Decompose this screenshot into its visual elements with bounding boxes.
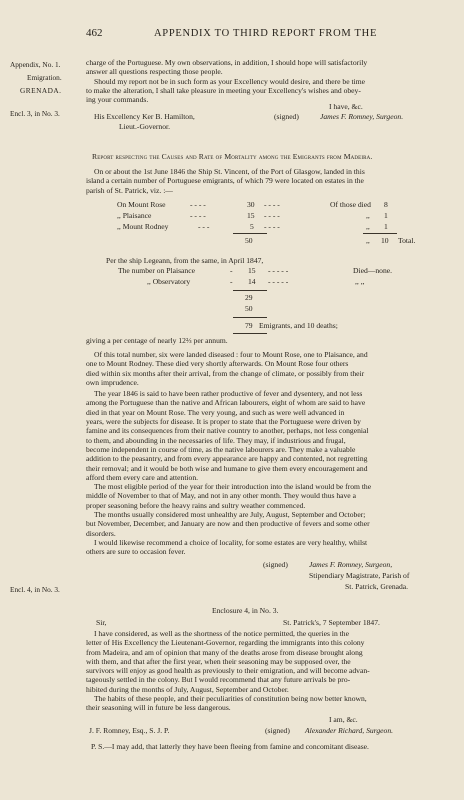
table1-died: 8 bbox=[384, 200, 388, 209]
table1-count: 5 bbox=[250, 222, 254, 231]
table1-dashes: - - - bbox=[198, 222, 210, 231]
page-number: 462 bbox=[86, 27, 103, 39]
letter1-closing: I have, &c. bbox=[329, 102, 363, 111]
table1-died-label: ,, bbox=[366, 222, 370, 231]
para-line: addition to the peasantry, and from every appearance are happy and contented, not regretting bbox=[86, 454, 368, 464]
margin-emigration: Emigration. bbox=[27, 73, 62, 82]
para-line: died within six months after their arrival, from the change of climate, or possibly from their bbox=[86, 368, 365, 378]
para-line: own imprudence. bbox=[86, 377, 139, 387]
table1-dashes2: - - - - bbox=[264, 200, 280, 209]
sum-rule bbox=[363, 233, 397, 234]
table1-dashes2: - - - - bbox=[264, 222, 280, 231]
table2-died: ,, ,, bbox=[355, 277, 365, 286]
table1-count: 15 bbox=[247, 211, 255, 220]
report-signature-title: Stipendiary Magistrate, Parish of bbox=[309, 571, 410, 580]
legann-intro: Per the ship Legeann, from the same, in April 1847, bbox=[106, 256, 264, 265]
enclosure4-body bbox=[86, 629, 442, 713]
report-signature-parish: St. Patrick, Grenada. bbox=[345, 582, 409, 591]
table2-died: Died—none. bbox=[353, 266, 393, 275]
table1-total-count: 50 bbox=[245, 236, 253, 245]
percentage-line: giving a per centage of nearly 12⅔ per annum. bbox=[86, 336, 228, 345]
sum-rule bbox=[233, 233, 267, 234]
para-line: proper seasoning before the heavy rains and sultry weather commenced. bbox=[86, 500, 306, 510]
para-line: middle of November to that of May, and not in any other month. They would thus have a bbox=[86, 491, 356, 501]
table2-grand: 79 bbox=[245, 321, 253, 330]
encl-line: survivors will enjoy as good health as previously to their emigration, and will become advan- bbox=[86, 666, 370, 676]
intro-line: On or about the 1st June 1846 the Ship St. Vincent, of the Port of Glasgow, landed in this bbox=[94, 167, 365, 176]
table2-dashes: - bbox=[230, 277, 233, 286]
postscript: P. S.—I may add, that latterly they have been fleeing from famine and concomitant disease. bbox=[91, 742, 369, 751]
enclosure4-closing: I am, &c. bbox=[329, 715, 358, 724]
encl-line: letter of His Excellency the Lieutenant-Governor, regarding the immigrants into this colony bbox=[86, 638, 365, 648]
para-line: become independent in course of time, as the native labourers are. They make a valuable bbox=[86, 444, 356, 454]
para-line: disorders. bbox=[86, 528, 116, 538]
para-line: but November, December, and January are now and then productive of fevers and some other bbox=[86, 519, 370, 529]
sum-rule bbox=[233, 317, 267, 318]
para-line: I would likewise recommend a choice of locality, for some estates are very healthy, whilst bbox=[94, 537, 368, 547]
letter1-signature: James F. Romney, Surgeon. bbox=[320, 112, 404, 121]
report-paragraphs bbox=[86, 350, 442, 557]
para-line: famine and its consequences from their native country to another, perhaps, not less congenial bbox=[86, 426, 369, 436]
report-heading: Report respecting the Causes and Rate of Mortality among the Emigrants from Madeira. bbox=[92, 152, 373, 161]
encl-line: hibited during the months of July, August, September and October. bbox=[86, 684, 289, 694]
para-line: The months usually considered most unhealthy are July, August, September and October; bbox=[94, 510, 366, 520]
para-line: The year 1846 is said to have been rather productive of fever and dysentery, and not less bbox=[94, 389, 363, 399]
table1-died: 1 bbox=[384, 222, 388, 231]
running-title: APPENDIX TO THIRD REPORT FROM THE bbox=[154, 28, 378, 39]
margin-encl3: Encl. 3, in No. 3. bbox=[10, 109, 60, 118]
para-line: their removal; and it would be both wise and humane to give them every encouragement and bbox=[86, 463, 368, 473]
letter1-line: ing your commands. bbox=[86, 95, 149, 105]
table1-dashes2: - - - - bbox=[264, 211, 280, 220]
enclosure4-addressee: J. F. Romney, Esq., S. J. P. bbox=[89, 726, 170, 735]
enclosure4-dateline: St. Patrick's, 7 September 1847. bbox=[283, 618, 380, 627]
para-line: one to Mount Rodney. These died very shortly afterwards. On Mount Rose four others bbox=[86, 359, 349, 369]
para-line: Of this total number, six were landed diseased : four to Mount Rose, one to Plaisance, and bbox=[94, 350, 368, 359]
table2-sum1: 29 bbox=[245, 293, 253, 302]
para-line: afford them every care and attention. bbox=[86, 472, 199, 482]
report-signature: James F. Romney, Surgeon, bbox=[309, 560, 393, 569]
table2-grand-text: Emigrants, and 10 deaths; bbox=[259, 321, 338, 330]
para-line: others are sure to occasion fever. bbox=[86, 547, 186, 557]
table2-dashes2: - - - - - bbox=[268, 277, 289, 286]
table1-died-label: Of those died bbox=[330, 200, 371, 209]
table2-label: ,, Observatory bbox=[147, 277, 191, 286]
table1-dashes: - - - - bbox=[190, 200, 206, 209]
margin-appendix: Appendix, No. 1. bbox=[10, 60, 61, 69]
encl-line: The habits of these people, and their peculiarities of constitution being now better known, bbox=[94, 694, 367, 704]
para-line: to them, and abounding in the necessaries of life. They may, if industrious and frugal, bbox=[86, 435, 346, 445]
para-line: The most eligible period of the year for their introduction into the island would be from the bbox=[94, 482, 372, 492]
table2-sum2: 50 bbox=[245, 304, 253, 313]
table2-dashes: - bbox=[230, 266, 233, 275]
margin-grenada: GRENADA. bbox=[20, 86, 62, 95]
letter1-line: Should my report not be in such form as your Excellency would desire, and there be time bbox=[94, 76, 365, 86]
intro-line: parish of St. Patrick, viz. :— bbox=[86, 185, 173, 195]
letter1-text bbox=[86, 58, 442, 104]
enclosure4-salutation: Sir, bbox=[96, 618, 107, 627]
encl-line: I have considered, as well as the shortness of the notice permitted, the queries in the bbox=[94, 629, 349, 638]
letter1-line: answer all questions respecting those people. bbox=[86, 67, 223, 77]
enclosure4-signed: (signed) bbox=[265, 726, 290, 735]
table2-count: 14 bbox=[248, 277, 256, 286]
sum-rule bbox=[233, 290, 267, 291]
letter1-line: charge of the Portuguese. My own observations, in addition, I should hope will satisfactorily bbox=[86, 58, 368, 67]
encl-line: from Madeira, and am of opinion that many of the deaths arose from disease brought along bbox=[86, 647, 363, 657]
table1-died-label: ,, bbox=[366, 211, 370, 220]
table1-label: ,, Plaisance bbox=[117, 211, 152, 220]
para-line: among the Portuguese than the native and African labourers, eight of whom are said to have bbox=[86, 398, 366, 408]
intro-line: island a certain number of Portuguese emigrants, of which 79 were located on estates in the bbox=[86, 176, 364, 186]
encl-line: tageously settled in the colony. But I would recommend that any future arrivals be pro- bbox=[86, 675, 351, 685]
encl-line: with them, and that after the first year, when their seasoning may be supposed over, the bbox=[86, 656, 351, 666]
report-signed: (signed) bbox=[263, 560, 288, 569]
table1-died: 1 bbox=[384, 211, 388, 220]
table1-dashes: - - - - bbox=[190, 211, 206, 220]
table1-total-word: Total. bbox=[398, 236, 416, 245]
report-intro bbox=[86, 167, 442, 195]
table2-dashes2: - - - - - bbox=[268, 266, 289, 275]
letter1-line: to make the alteration, I shall take pleasure in meeting your Excellency's wishes and obey- bbox=[86, 85, 361, 95]
table2-count: 15 bbox=[248, 266, 256, 275]
table1-label: ,, Mount Rodney bbox=[117, 222, 169, 231]
enclosure4-signature: Alexander Richard, Surgeon. bbox=[305, 726, 394, 735]
sum-rule bbox=[233, 333, 267, 334]
table1-total-died-label: ,, bbox=[366, 236, 370, 245]
letter1-addressee-title: Lieut.-Governor. bbox=[119, 122, 171, 131]
table2-label: The number on Plaisance bbox=[118, 266, 195, 275]
encl-line: their seasoning will in future be less dangerous. bbox=[86, 703, 231, 713]
para-line: years, were the subjects for disease. It is proper to state that the Portuguese were driven by bbox=[86, 417, 361, 427]
letter1-signed: (signed) bbox=[274, 112, 299, 121]
enclosure4-heading: Enclosure 4, in No. 3. bbox=[212, 606, 279, 615]
margin-encl4: Encl. 4, in No. 3. bbox=[10, 585, 60, 594]
table1-count: 30 bbox=[247, 200, 255, 209]
para-line: died in that year on Mount Rose. The very young, and such as were well advanced in bbox=[86, 407, 345, 417]
letter1-addressee: His Excellency Ker B. Hamilton, bbox=[94, 112, 195, 121]
table1-total-died: 10 bbox=[381, 236, 389, 245]
table1-label: On Mount Rose bbox=[117, 200, 166, 209]
